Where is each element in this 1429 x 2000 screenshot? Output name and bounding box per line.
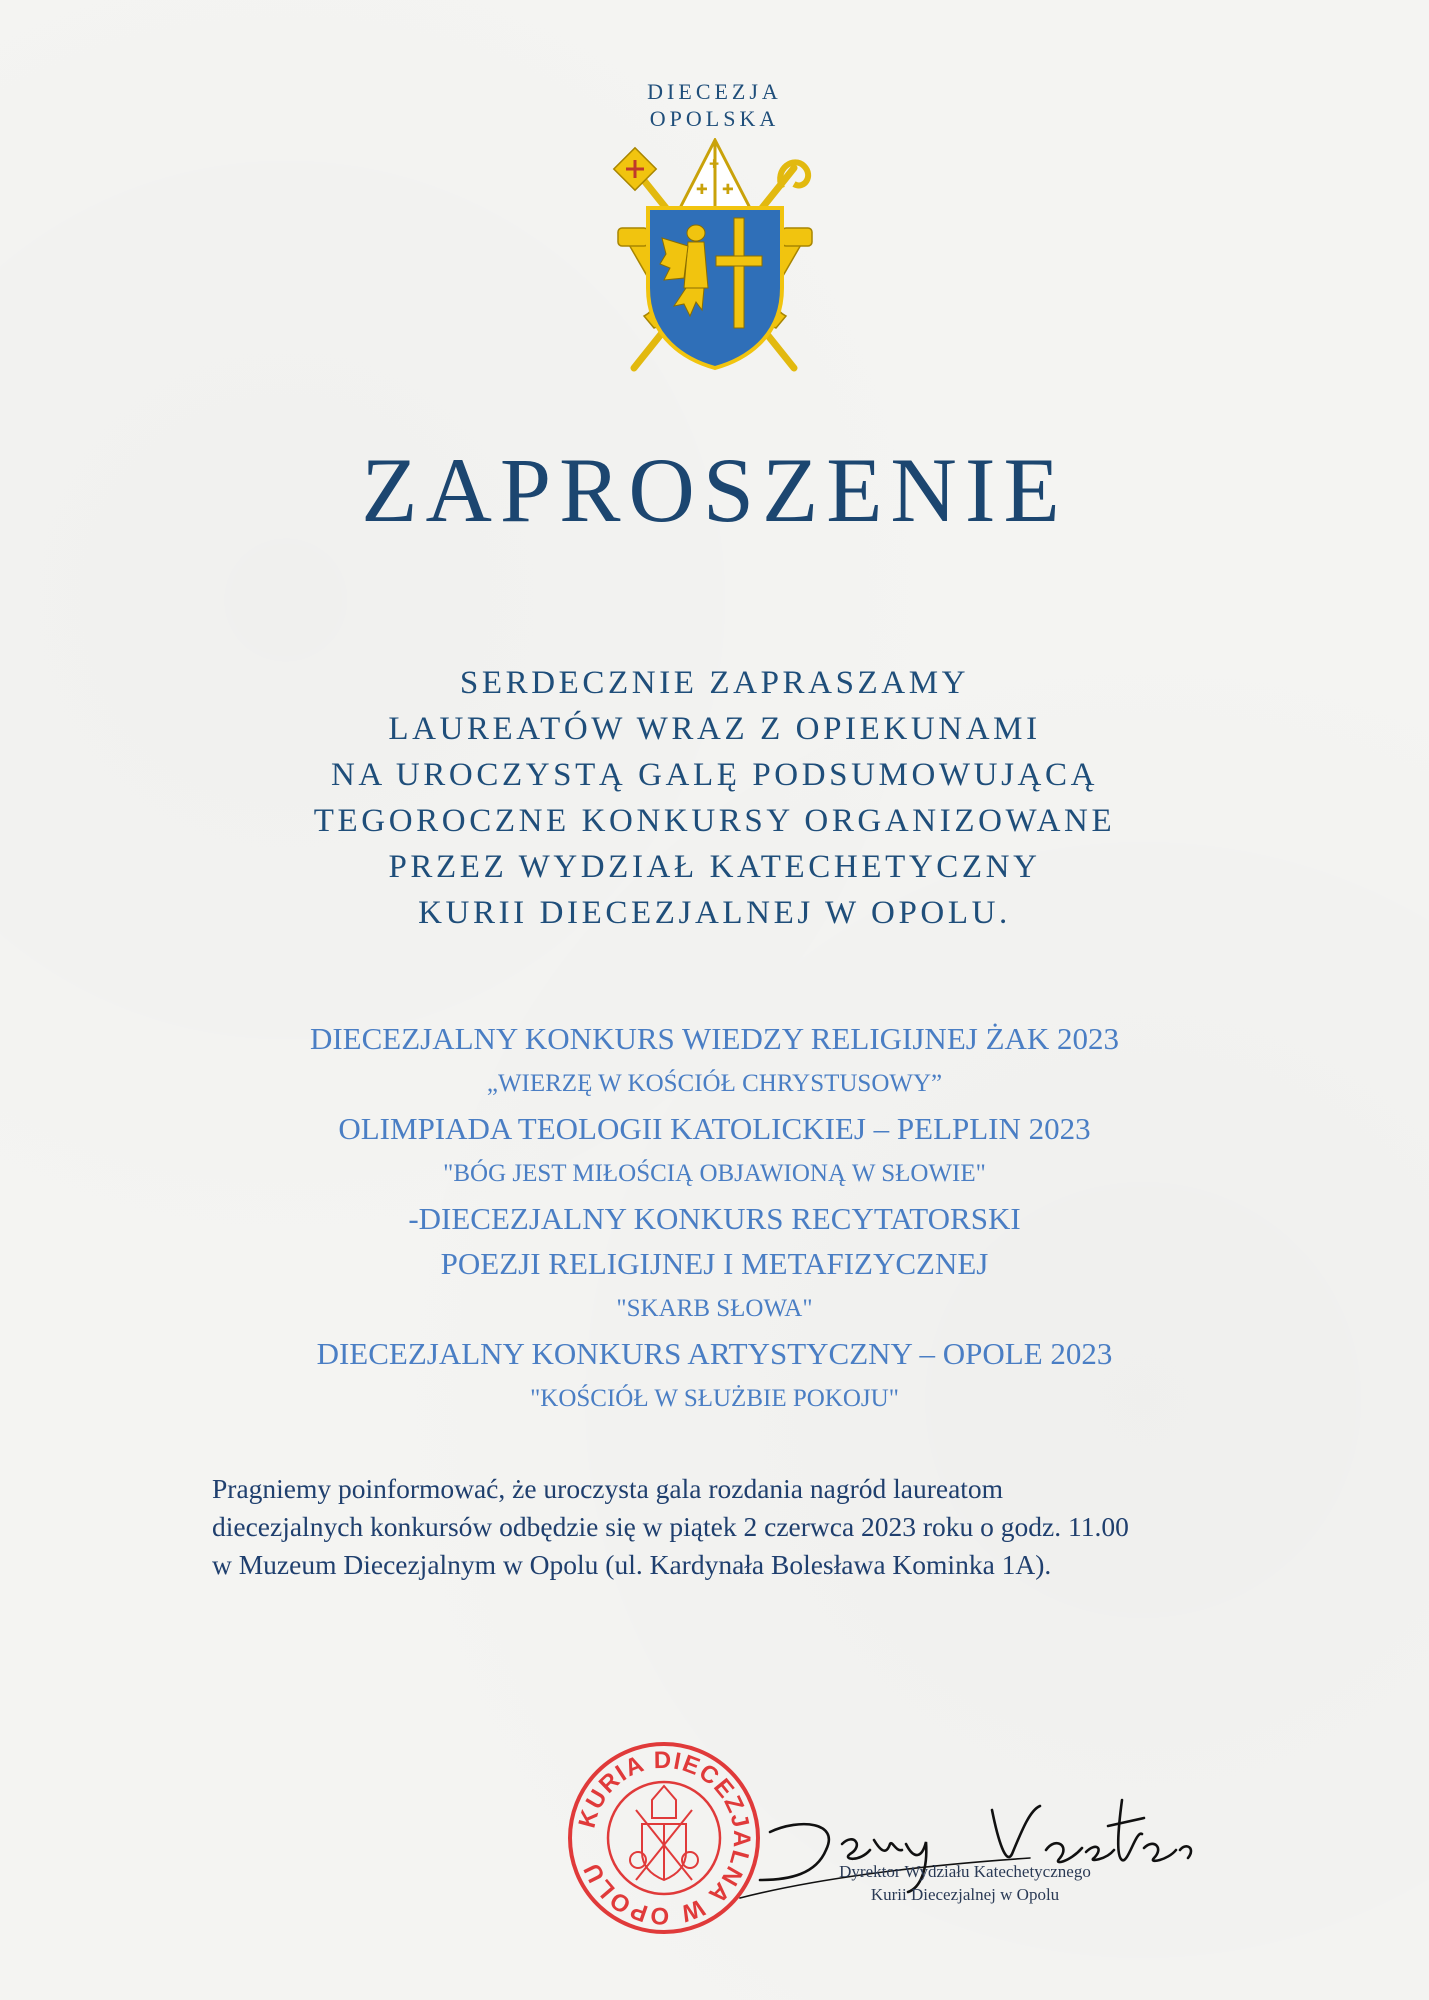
svg-text:✚: ✚	[709, 157, 720, 171]
svg-text:✚: ✚	[696, 182, 708, 198]
signature-caption	[795, 1860, 1135, 1906]
coat-of-arms	[604, 138, 826, 383]
diocese-header	[0, 78, 1429, 132]
signature-title: Dyrektor Wydziału Katechetycznego	[839, 1862, 1091, 1881]
diocese-name-line1: DIECEZJA	[647, 79, 782, 104]
contests-list	[0, 1016, 1429, 1421]
svg-text:✚: ✚	[722, 182, 734, 198]
page-title: ZAPROSZENIE	[361, 439, 1068, 541]
invitation-line: LAUREATÓW WRAZ Z OPIEKUNAMI	[388, 711, 1041, 747]
invitation-line: SERDECZNIE ZAPRASZAMY	[459, 665, 970, 701]
contest-motto: "BÓG JEST MIŁOŚCIĄ OBJAWIONĄ W SŁOWIE"	[443, 1160, 986, 1187]
contest-motto: "KOŚCIÓŁ W SŁUŻBIE POKOJU"	[530, 1385, 899, 1412]
invitation-text	[0, 660, 1429, 936]
svg-text:KURIA DIECEZJALNA W OPOLU: KURIA DIECEZJALNA W OPOLU	[573, 1746, 756, 1930]
signature-office: Kurii Diecezjalnej w Opolu	[870, 1885, 1060, 1904]
stamp-shield-icon	[630, 1786, 698, 1880]
event-info	[212, 1470, 1312, 1584]
contest-name: POEZJI RELIGIJNEJ I METAFIZYCZNEJ	[440, 1246, 989, 1281]
invitation-line: KURII DIECEZJALNEJ W OPOLU.	[418, 895, 1011, 931]
contest-motto: „WIERZĘ W KOŚCIÓŁ CHRYSTUSOWY”	[486, 1070, 943, 1097]
diocese-name-line2: OPOLSKA	[649, 106, 780, 131]
contest-motto: "SKARB SŁOWA"	[616, 1295, 813, 1322]
contest-name: DIECEZJALNY KONKURS ARTYSTYCZNY – OPOLE 2023	[316, 1336, 1113, 1371]
contest-name: DIECEZJALNY KONKURS WIEDZY RELIGIJNEJ ŻAK 2023	[309, 1021, 1120, 1056]
invitation-line: NA UROCZYSTĄ GALĘ PODSUMOWUJĄCĄ	[330, 757, 1099, 793]
shield-icon	[648, 208, 782, 368]
contest-name: -DIECEZJALNY KONKURS RECYTATORSKI	[408, 1201, 1021, 1236]
info-line: diecezjalnych konkursów odbędzie się w piątek 2 czerwca 2023 roku o godz. 11.00	[212, 1511, 1129, 1542]
info-line: Pragniemy poinformować, że uroczysta gala rozdania nagród laureatom	[212, 1473, 1004, 1504]
info-line: w Muzeum Diecezjalnym w Opolu (ul. Kardynała Bolesława Kominka 1A).	[212, 1549, 1052, 1580]
mitre-icon	[679, 140, 751, 210]
invitation-line: PRZEZ WYDZIAŁ KATECHETYCZNY	[388, 849, 1041, 885]
invitation-line: TEGOROCZNE KONKURSY ORGANIZOWANE	[313, 803, 1116, 839]
contest-name: OLIMPIADA TEOLOGII KATOLICKIEJ – PELPLIN 2023	[338, 1111, 1091, 1146]
